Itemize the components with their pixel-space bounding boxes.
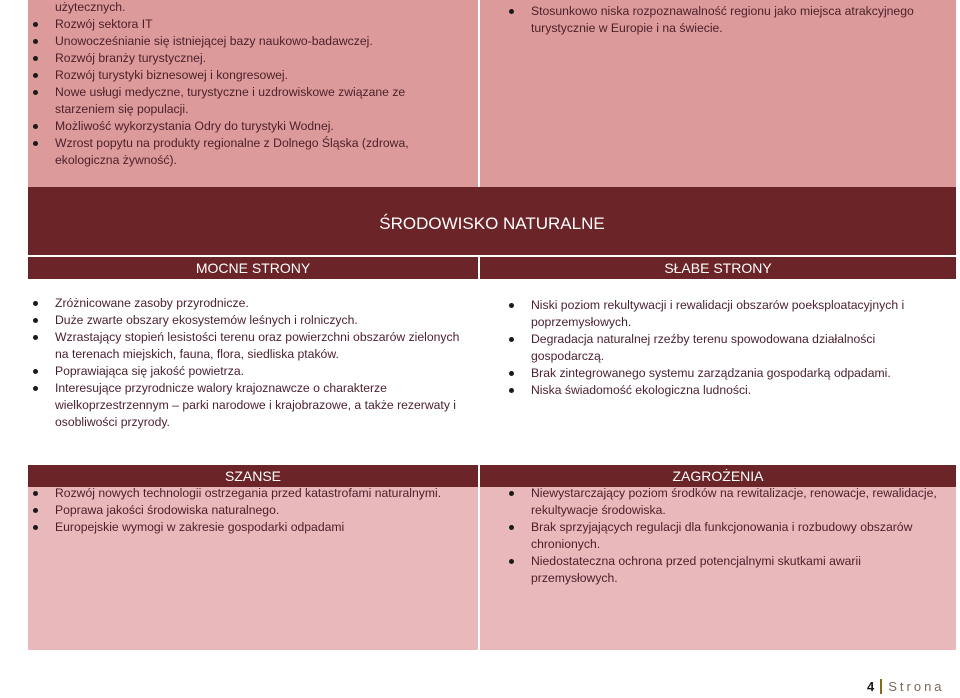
- list-item-text: Niewystarczający poziom środków na rewitalizacje, renowacje, rewalidacje, rekultywacje środowiska.: [531, 486, 937, 517]
- list-item: [28, 380, 476, 431]
- weaknesses-header: [480, 257, 956, 279]
- bullet-icon: [33, 369, 38, 374]
- weaknesses-label: SŁABE STRONY: [664, 260, 772, 276]
- list-item-text: Stosunkowo niska rozpoznawalność regionu jako miejsca atrakcyjnego turystycznie w Europie i na świecie.: [531, 4, 914, 35]
- bullet-icon: [33, 39, 38, 44]
- list-item: [28, 50, 448, 67]
- list-item-text: Poprawiająca się jakość powietrza.: [55, 364, 244, 378]
- list-item-text: Niska świadomość ekologiczna ludności.: [531, 383, 752, 397]
- list-item-text: Niedostateczna ochrona przed potencjalnymi skutkami awarii przemysłowych.: [531, 554, 861, 585]
- list-item: [504, 519, 949, 553]
- bullet-icon: [33, 335, 38, 340]
- opportunities-continued-list: [28, 0, 448, 169]
- footer-divider: [880, 679, 882, 694]
- list-item: [28, 84, 448, 118]
- list-item: [504, 297, 944, 331]
- bullet-icon: [509, 9, 514, 14]
- opportunities-panel: [28, 487, 478, 650]
- strengths-label: MOCNE STRONY: [195, 260, 311, 276]
- page-number: 4: [867, 679, 875, 694]
- list-item-text: Poprawa jakości środowiska naturalnego.: [55, 503, 280, 517]
- strengths-panel: [28, 281, 478, 463]
- bullet-icon: [509, 491, 514, 496]
- list-item-text: Wzrost popytu na produkty regionalne z Dolnego Śląska (zdrowa, ekologiczna żywność).: [55, 136, 409, 167]
- list-item: [28, 363, 476, 380]
- bullet-icon: [33, 90, 38, 95]
- weaknesses-list: [504, 297, 944, 399]
- list-item-text: Niski poziom rekultywacji i rewalidacji obszarów poeksploatacyjnych i poprzemysłowych.: [531, 298, 905, 329]
- section-title-band: [28, 187, 956, 255]
- bullet-icon: [33, 301, 38, 306]
- bullet-icon: [33, 508, 38, 513]
- section-title: ŚRODOWISKO NATURALNE: [379, 214, 605, 233]
- list-item-text: Duże zwarte obszary ekosystemów leśnych i rolniczych.: [55, 313, 358, 327]
- list-item-text: Unowocześnianie się istniejącej bazy naukowo-badawczej.: [55, 34, 373, 48]
- opportunities-list: [28, 485, 476, 536]
- list-item: [28, 135, 448, 169]
- list-item: [28, 485, 476, 502]
- list-item-text: Nowe usługi medyczne, turystyczne i uzdrowiskowe związane ze starzeniem się populacji.: [55, 85, 406, 116]
- bullet-icon: [33, 73, 38, 78]
- threats-label: ZAGROŻENIA: [672, 468, 764, 484]
- list-item-text: Degradacja naturalnej rzeźby terenu spowodowana działalności gospodarczą.: [531, 332, 876, 363]
- list-item-text: Rozwój branży turystycznej.: [55, 51, 207, 65]
- list-item: [28, 312, 476, 329]
- weaknesses-panel: [480, 281, 956, 463]
- page-footer: [867, 679, 945, 694]
- list-item: [28, 67, 448, 84]
- bullet-icon: [33, 491, 38, 496]
- list-item-text: Brak zintegrowanego systemu zarządzania gospodarką odpadami.: [531, 366, 891, 380]
- list-item-text: Rozwój nowych technologii ostrzegania przed katastrofami naturalnymi.: [55, 486, 442, 500]
- list-item: [504, 331, 944, 365]
- list-item: [504, 382, 944, 399]
- threats-panel: [480, 487, 956, 650]
- list-item-text: Europejskie wymogi w zakresie gospodarki odpadami: [55, 520, 345, 534]
- opportunities-header: [28, 465, 478, 487]
- bullet-icon: [33, 386, 38, 391]
- threats-continued-panel: [480, 0, 956, 187]
- bullet-icon: [33, 141, 38, 146]
- list-item: [28, 295, 476, 312]
- list-item: [28, 118, 448, 135]
- page-word: Strona: [888, 679, 945, 694]
- bullet-icon: [33, 318, 38, 323]
- list-item: [28, 519, 476, 536]
- bullet-icon: [509, 371, 514, 376]
- threats-continued-list: [504, 3, 944, 37]
- list-item-text: Rozwój sektora IT: [55, 17, 153, 31]
- list-item-text: Interesujące przyrodnicze walory krajoznawcze o charakterze wielkoprzestrzennym – parki narodowe i krajobrazowe, a także rezerwaty i osobliwości przyrody.: [55, 381, 457, 429]
- bullet-icon: [509, 303, 514, 308]
- bullet-icon: [509, 388, 514, 393]
- list-item: [28, 329, 476, 363]
- threats-header: [480, 465, 956, 487]
- bullet-icon: [33, 525, 38, 530]
- opportunities-label: SZANSE: [224, 468, 281, 484]
- list-item: [504, 485, 949, 519]
- list-item-text: Brak sprzyjających regulacji dla funkcjonowania i rozbudowy obszarów chronionych.: [531, 520, 913, 551]
- list-item-text: Rozwój turystyki biznesowej i kongresowej.: [55, 68, 289, 82]
- bullet-icon: [33, 124, 38, 129]
- strengths-header: [28, 257, 478, 279]
- list-item-text: Możliwość wykorzystania Odry do turystyki Wodnej.: [55, 119, 334, 133]
- bullet-icon: [509, 525, 514, 530]
- list-item-text: użytecznych.: [55, 0, 126, 14]
- list-item: [504, 3, 944, 37]
- bullet-icon: [33, 56, 38, 61]
- list-item: [28, 502, 476, 519]
- opportunities-continued-panel: [28, 0, 478, 187]
- bullet-icon: [509, 337, 514, 342]
- list-item: [504, 365, 944, 382]
- strengths-list: [28, 295, 476, 431]
- list-item-text: Wzrastający stopień lesistości terenu oraz powierzchni obszarów zielonych na terenach miejskich, fauna, flora, siedliska ptaków.: [55, 330, 460, 361]
- threats-list: [504, 485, 949, 587]
- list-item: [28, 0, 448, 16]
- list-item: [28, 33, 448, 50]
- list-item-text: Zróżnicowane zasoby przyrodnicze.: [55, 296, 249, 310]
- list-item: [28, 16, 448, 33]
- bullet-icon: [509, 559, 514, 564]
- bullet-icon: [33, 22, 38, 27]
- list-item: [504, 553, 949, 587]
